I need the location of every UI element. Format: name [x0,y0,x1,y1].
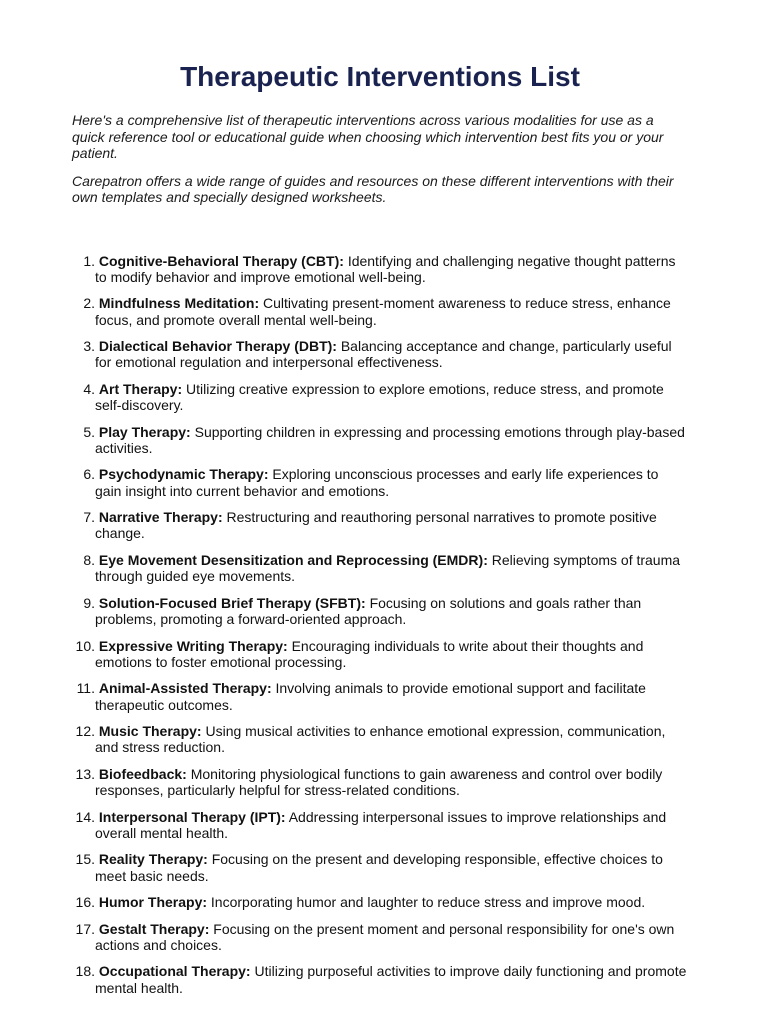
intervention-description: Involving animals to provide emotional support and facilitate therapeutic outcomes. [95,680,646,713]
list-item-body [95,963,688,996]
list-item-number: 18. [75,963,95,980]
list-item [72,595,688,628]
list-item-body [95,894,688,910]
intervention-description: Exploring unconscious processes and early life experiences to gain insight into current behavior and emotions. [95,466,659,499]
page-title: Therapeutic Interventions List [180,61,580,92]
intervention-term: Solution-Focused Brief Therapy (SFBT): [98,594,366,611]
intervention-term: Psychodynamic Therapy: [98,466,269,483]
intervention-description: Encouraging individuals to write about their thoughts and emotions to foster emotional processing. [95,637,644,670]
intervention-description: Utilizing creative expression to explore emotions, reduce stress, and promote self-discovery. [95,380,664,414]
list-item-number: 6. [83,466,95,483]
intervention-description: Monitoring physiological functions to gain awareness and control over bodily responses, particularly helpful for stress-related conditions. [95,765,663,799]
list-item [72,381,688,414]
intervention-description: Incorporating humor and laughter to reduce stress and improve mood. [210,894,646,911]
intervention-description: Using musical activities to enhance emotional expression, communication, and stress reduction. [95,723,666,756]
list-item [72,809,688,842]
intervention-term: Reality Therapy: [98,851,208,868]
list-item-body [95,851,688,884]
list-item [72,638,688,671]
list-item-body [95,723,688,756]
list-item-body [95,595,688,628]
list-item [72,963,688,996]
list-item [72,723,688,756]
intervention-description: Cultivating present-moment awareness to reduce stress, enhance focus, and promote overall mental well-being. [95,295,671,328]
list-item-number: 12. [75,723,95,740]
list-item [72,894,688,910]
intervention-term: Music Therapy: [98,723,202,740]
list-item-number: 13. [75,765,95,782]
list-item-body [95,466,688,499]
list-item-number: 8. [83,551,95,568]
list-item-number: 7. [83,509,95,526]
intervention-description: Relieving symptoms of trauma through guided eye movements. [95,551,681,585]
list-item-number: 16. [75,894,95,911]
intervention-term: Expressive Writing Therapy: [98,637,288,654]
intro-paragraph: Carepatron offers a wide range of guides and resources on these different interventions with their own templates and specially designed worksheets. [72,172,674,205]
list-item-number: 14. [75,808,95,825]
list-item [72,253,688,286]
list-item-body [95,809,688,842]
list-item-body [95,552,688,585]
list-item [72,851,688,884]
list-item-number: 9. [83,594,95,611]
list-item [72,680,688,713]
intervention-description: Focusing on solutions and goals rather than problems, promoting a forward-oriented approach. [95,594,642,628]
intervention-term: Narrative Therapy: [98,509,223,526]
interventions-list [72,253,688,997]
list-item [72,509,688,542]
intervention-term: Dialectical Behavior Therapy (DBT): [98,338,337,355]
intervention-term: Play Therapy: [98,423,191,440]
intervention-term: Animal-Assisted Therapy: [98,680,272,697]
list-item-body [95,680,688,713]
intervention-description: Focusing on the present and developing responsible, effective choices to meet basic needs. [95,851,663,884]
list-item-body [95,424,688,457]
intervention-term: Gestalt Therapy: [98,920,210,937]
intervention-description: Balancing acceptance and change, particularly useful for emotional regulation and interpersonal effectiveness. [95,338,672,371]
intervention-term: Art Therapy: [98,380,183,397]
intervention-term: Cognitive-Behavioral Therapy (CBT): [98,252,344,269]
list-item [72,424,688,457]
list-item [72,295,688,328]
intervention-description: Identifying and challenging negative thought patterns to modify behavior and improve emotional well-being. [95,252,676,285]
list-item-body [95,638,688,671]
intervention-term: Occupational Therapy: [98,963,251,980]
list-item-number: 10. [75,637,95,654]
intervention-term: Mindfulness Meditation: [98,295,260,312]
list-item-body [95,921,688,954]
list-item-number: 5. [83,423,95,440]
list-item [72,466,688,499]
list-item [72,921,688,954]
list-item-number: 11. [76,680,95,697]
list-item-number: 15. [75,851,95,868]
list-item-body [95,295,688,328]
list-item [72,338,688,371]
list-item-number: 2. [83,295,95,312]
list-item-body [95,509,688,542]
intervention-term: Eye Movement Desensitization and Reprocessing (EMDR): [98,551,488,568]
intervention-description: Supporting children in expressing and processing emotions through play-based activities. [95,423,685,456]
list-item-body [95,766,688,799]
list-item-number: 4. [83,380,95,397]
list-item-body [95,253,688,286]
intervention-description: Focusing on the present moment and personal responsibility for one's own actions and choices. [95,920,675,953]
intervention-description: Restructuring and reauthoring personal narratives to promote positive change. [95,509,657,542]
intervention-term: Biofeedback: [98,765,187,782]
list-item-number: 17. [75,920,95,937]
intervention-description: Addressing interpersonal issues to improve relationships and overall mental health. [95,808,667,841]
intervention-description: Utilizing purposeful activities to improve daily functioning and promote mental health. [95,963,687,996]
list-item [72,766,688,799]
intro-paragraph: Here's a comprehensive list of therapeutic interventions across various modalities for use as a quick reference tool or educational guide when choosing which intervention best fits you or your patient. [72,112,664,161]
intervention-term: Humor Therapy: [98,894,208,911]
list-item [72,552,688,585]
list-item-body [95,381,688,414]
list-item-body [95,338,688,371]
intervention-term: Interpersonal Therapy (IPT): [98,808,286,825]
list-item-number: 1. [83,252,95,269]
list-item-number: 3. [83,338,95,355]
